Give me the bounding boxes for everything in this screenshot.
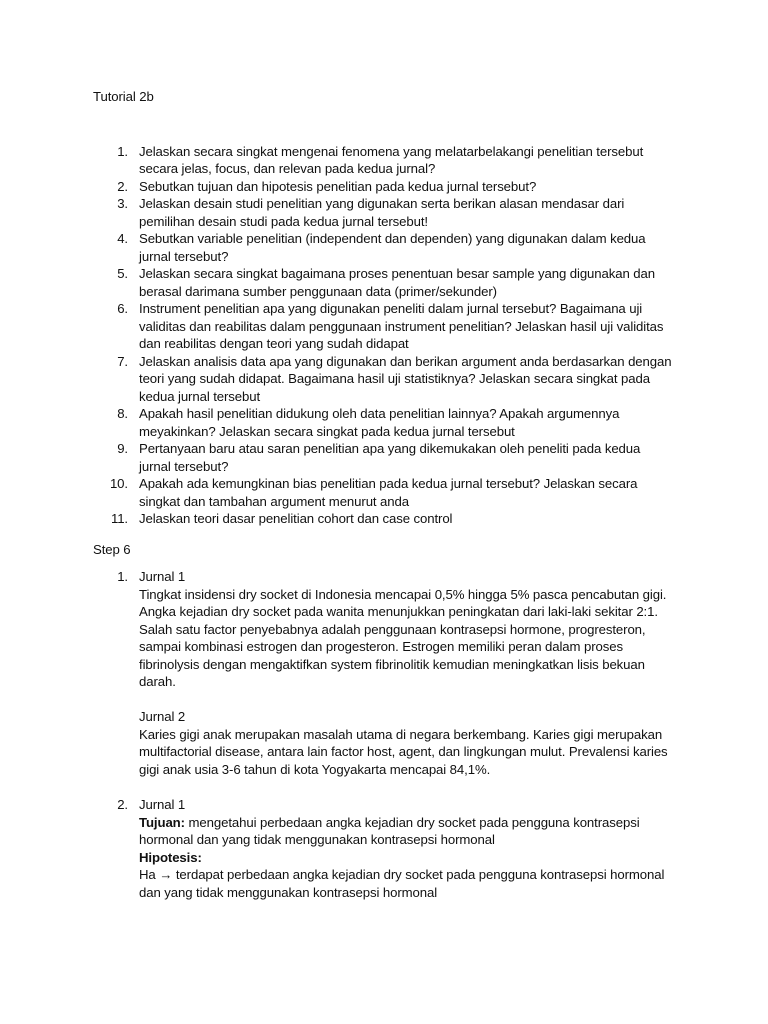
tujuan-label: Tujuan: xyxy=(139,814,185,830)
question-number: 3. xyxy=(117,196,128,211)
answer-number: 2. xyxy=(117,797,128,812)
question-number: 9. xyxy=(117,441,128,456)
question-number: 5. xyxy=(117,266,128,281)
question-text-line: Jelaskan desain studi penelitian yang digunakan serta berikan alasan mendasar dari xyxy=(139,196,625,211)
question-text-line: validitas dan reabilitas dalam penggunaan instrument penelitian? Jelaskan hasil uji validitas xyxy=(139,318,664,334)
journal-2-line: gigi anak usia 3-6 tahun di kota Yogyakarta mencapai 84,1%. xyxy=(139,761,491,777)
question-number: 2. xyxy=(117,178,128,194)
tujuan-text: hormonal dan yang tidak menggunakan kontrasepsi hormonal xyxy=(139,832,495,847)
question-number: 6. xyxy=(117,301,128,316)
question-text-line: dan reabilitas dengan teori yang sudah didapat xyxy=(139,336,409,351)
question-text-line: Sebutkan variable penelitian (independent dan dependen) yang digunakan dalam kedua xyxy=(139,231,646,246)
hipotesis-ha-line: dan yang tidak menggunakan kontrasepsi hormonal xyxy=(139,884,438,900)
question-text-line: Instrument penelitian apa yang digunakan peneliti dalam jurnal tersebut? Bagaimana uji xyxy=(139,301,643,316)
journal-2-title: Jurnal 2 xyxy=(139,709,186,724)
hipotesis-ha-line: Ha → terdapat perbedaan angka kejadian dry socket pada pengguna kontrasepsi hormonal xyxy=(139,867,665,882)
journal-1-title: Jurnal 1 xyxy=(139,569,186,584)
question-text-line: Apakah ada kemungkinan bias penelitian pada kedua jurnal tersebut? Jelaskan secara xyxy=(139,476,638,491)
hipotesis-label: Hipotesis: xyxy=(139,849,202,865)
tujuan-text: mengetahui perbedaan angka kejadian dry socket pada pengguna kontrasepsi xyxy=(184,814,640,830)
question-text-line: teori yang sudah didapat. Bagaimana hasil uji statistiknya? Jelaskan secara singkat pada xyxy=(139,371,650,386)
question-text-line: kedua jurnal tersebut xyxy=(139,388,261,404)
question-text-line: meyakinkan? Jelaskan secara singkat pada kedua jurnal tersebut xyxy=(139,423,515,439)
journal-1-line: sampai kombinasi estrogen dan progesteron. Estrogen memiliki peran dalam proses xyxy=(139,639,623,654)
question-text-line: secara jelas, focus, dan relevan pada kedua jurnal? xyxy=(139,161,436,176)
question-number: 1. xyxy=(117,143,128,159)
question-text-line: Pertanyaan baru atau saran penelitian apa yang dikemukakan oleh peneliti pada kedua xyxy=(139,441,641,456)
question-number: 7. xyxy=(117,353,128,369)
answer-number: 1. xyxy=(117,569,128,584)
journal-2-line: Karies gigi anak merupakan masalah utama di negara berkembang. Karies gigi merupakan xyxy=(139,726,663,742)
question-number: 10. xyxy=(109,476,128,491)
journal-1-line: darah. xyxy=(139,674,176,689)
document-heading: Tutorial 2b xyxy=(93,89,154,104)
journal-1-line: Tingkat insidensi dry socket di Indonesia mencapai 0,5% hingga 5% pasca pencabutan gigi. xyxy=(139,586,667,602)
question-text-line: Jelaskan secara singkat bagaimana proses penentuan besar sample yang digunakan dan xyxy=(139,266,655,281)
question-text-line: Jelaskan secara singkat mengenai fenomena yang melatarbelakangi penelitian tersebut xyxy=(139,143,644,159)
question-number: 11. xyxy=(110,511,128,526)
journal-1-line: fibrinolysis dengan mengaktifkan system fibrinolitik kemudian meningkatkan lisis bekuan xyxy=(139,656,645,672)
journal-1-line: Angka kejadian dry socket pada wanita menunjukkan peningkatan dari laki-laki sekitar 2:1. xyxy=(139,604,658,619)
question-number: 4. xyxy=(117,231,128,246)
question-text-line: Jelaskan analisis data apa yang digunakan dan berikan argument anda berdasarkan dengan xyxy=(139,353,672,369)
journal-1-line: Salah satu factor penyebabnya adalah penggunaan kontrasepsi hormone, progresteron, xyxy=(139,621,646,637)
question-text-line: jurnal tersebut? xyxy=(139,458,229,474)
tujuan-line xyxy=(139,814,640,832)
question-text-line: berasal darimana sumber penggunaan data (primer/sekunder) xyxy=(139,283,497,299)
journal-2-line: multifactorial disease, antara lain factor host, agent, dan lingkungan mulut. Prevalensi karies xyxy=(139,744,668,759)
question-text-line: jurnal tersebut? xyxy=(139,248,229,264)
question-text-line: Sebutkan tujuan dan hipotesis penelitian pada kedua jurnal tersebut? xyxy=(139,178,537,194)
step-heading: Step 6 xyxy=(93,542,131,557)
question-number: 8. xyxy=(117,406,128,421)
journal-1-title: Jurnal 1 xyxy=(139,797,186,812)
question-text-line: pemilihan desain studi pada kedua jurnal tersebut! xyxy=(139,213,428,229)
question-text-line: Apakah hasil penelitian didukung oleh data penelitian lainnya? Apakah argumennya xyxy=(139,406,620,421)
question-text-line: Jelaskan teori dasar penelitian cohort dan case control xyxy=(139,511,453,526)
question-text-line: singkat dan tambahan argument menurut anda xyxy=(139,493,409,509)
